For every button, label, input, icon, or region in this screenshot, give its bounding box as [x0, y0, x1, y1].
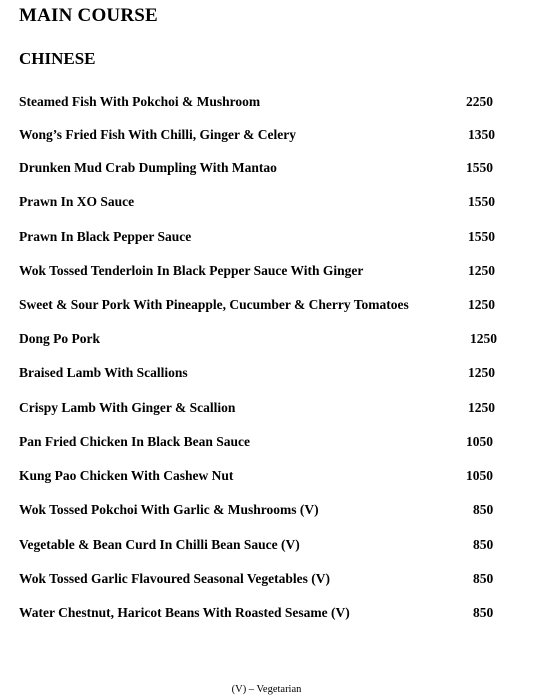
menu-item-price: 1550 — [468, 194, 495, 209]
menu-item-price: 850 — [473, 605, 494, 620]
menu-item — [19, 570, 509, 588]
menu-item-price: 850 — [473, 571, 494, 586]
menu-item-name: Sweet & Sour Pork With Pineapple, Cucumber & Cherry Tomatoes — [19, 297, 409, 312]
menu-item-price: 2250 — [466, 94, 493, 109]
menu-item — [19, 364, 509, 382]
menu-item-price: 850 — [473, 502, 494, 517]
menu-item — [19, 93, 509, 111]
menu-item-name: Crispy Lamb With Ginger & Scallion — [19, 400, 236, 415]
menu-item — [19, 399, 509, 417]
menu-item-price: 1050 — [466, 468, 493, 483]
menu-item-name: Prawn In Black Pepper Sauce — [19, 229, 192, 244]
menu-item-price: 1250 — [468, 263, 495, 278]
menu-item-price: 1550 — [466, 160, 493, 175]
menu-item — [19, 604, 509, 622]
menu-item-price: 1250 — [468, 297, 495, 312]
menu-item-price: 1250 — [468, 400, 495, 415]
menu-item-name: Drunken Mud Crab Dumpling With Mantao — [19, 160, 277, 175]
menu-item-name: Dong Po Pork — [19, 331, 100, 346]
menu-item-price: 1050 — [466, 434, 493, 449]
menu-item — [19, 262, 509, 280]
menu-item-name: Kung Pao Chicken With Cashew Nut — [19, 468, 234, 483]
menu-item-name: Vegetable & Bean Curd In Chilli Bean Sauce (V) — [19, 537, 300, 552]
menu-item-name: Steamed Fish With Pokchoi & Mushroom — [19, 94, 261, 109]
menu-item-price: 1250 — [470, 331, 497, 346]
menu-item-price: 850 — [473, 537, 494, 552]
menu-item-name: Pan Fried Chicken In Black Bean Sauce — [19, 434, 251, 449]
menu-item-name: Wong’s Fried Fish With Chilli, Ginger & Celery — [19, 127, 297, 142]
menu-item — [19, 159, 509, 177]
menu-item-price: 1350 — [468, 127, 495, 142]
menu-item — [19, 126, 509, 144]
page-title: MAIN COURSE — [19, 5, 158, 26]
menu-item — [19, 330, 509, 348]
menu-item — [19, 433, 509, 451]
menu-item — [19, 228, 509, 246]
menu-item-name: Braised Lamb With Scallions — [19, 365, 188, 380]
menu-item-name: Wok Tossed Tenderloin In Black Pepper Sauce With Ginger — [19, 263, 364, 278]
footnote: (V) – Vegetarian — [231, 684, 302, 695]
menu-item-price: 1250 — [468, 365, 495, 380]
menu-item-price: 1550 — [468, 229, 495, 244]
menu-item — [19, 296, 509, 314]
menu-item-name: Wok Tossed Pokchoi With Garlic & Mushrooms (V) — [19, 502, 319, 517]
menu-item — [19, 536, 509, 554]
menu-item — [19, 501, 509, 519]
menu-item — [19, 193, 509, 211]
menu-item-name: Wok Tossed Garlic Flavoured Seasonal Vegetables (V) — [19, 571, 331, 586]
section-title: CHINESE — [19, 49, 96, 68]
menu-item — [19, 467, 509, 485]
menu-item-name: Water Chestnut, Haricot Beans With Roasted Sesame (V) — [19, 605, 350, 620]
menu-item-name: Prawn In XO Sauce — [19, 194, 135, 209]
